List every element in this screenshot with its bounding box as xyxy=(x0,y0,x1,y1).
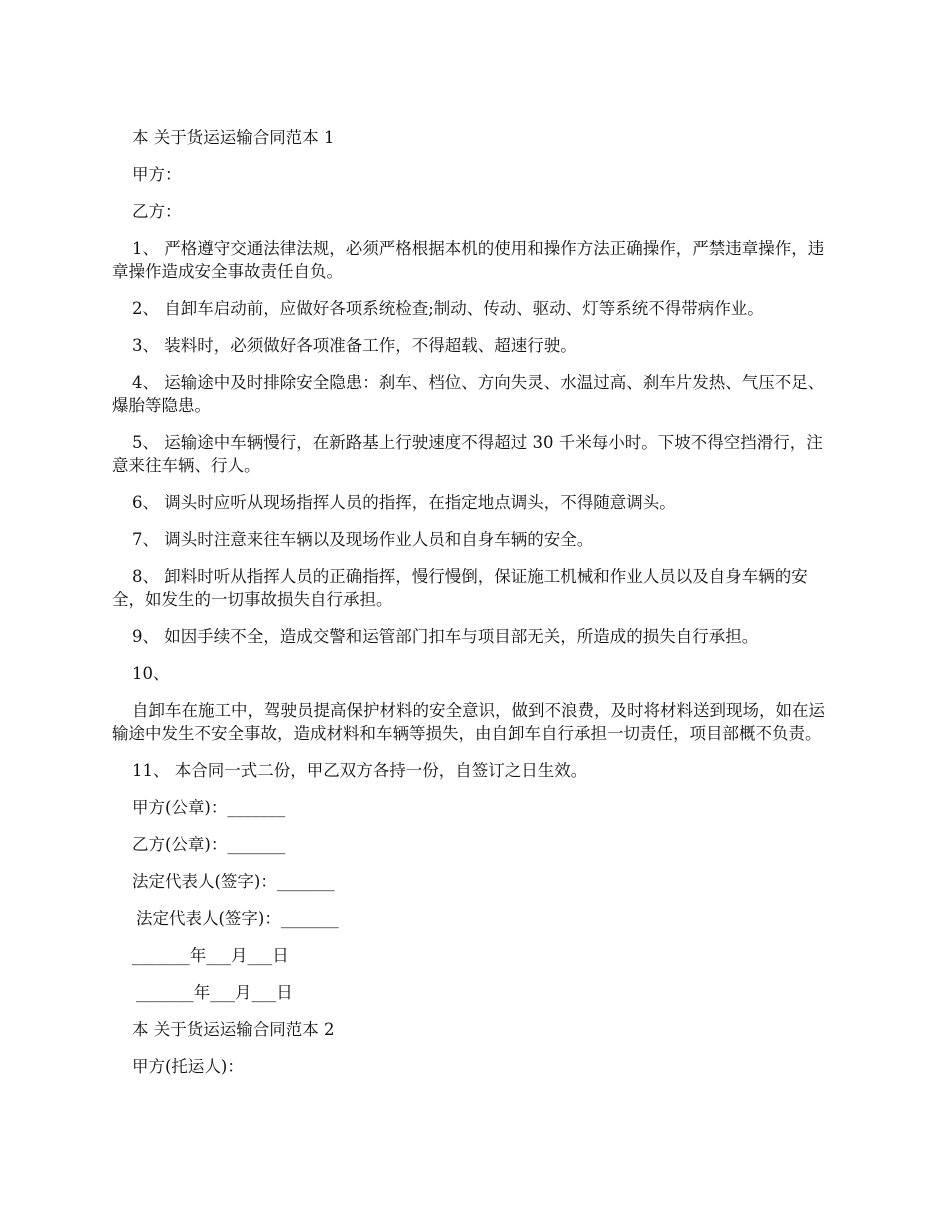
party-b-seal: 乙方(公章)：_______ xyxy=(132,835,286,854)
contract-title-1: 本 关于货运运输合同范本 1 xyxy=(132,128,335,147)
party-b-line: 乙方： xyxy=(132,202,182,221)
clause-7: 7、 调头时注意来往车辆以及现场作业人员和自身车辆的安全。 xyxy=(132,530,594,549)
clause-2: 2、 自卸车启动前，应做好各项系统检查;制动、传动、驱动、灯等系统不得带病作业。 xyxy=(132,299,764,318)
date-line-a: _______年___月___日 xyxy=(132,946,289,965)
clause-9: 9、 如因手续不全，造成交警和运管部门扣车与项目部无关，所造成的损失自行承担。 xyxy=(132,627,759,646)
date-line-b: _______年___月___日 xyxy=(136,983,293,1002)
legal-representative-b: 法定代表人(签字)：_______ xyxy=(136,909,339,928)
clause-8: 8、 卸料时听从指挥人员的正确指挥，慢行慢倒，保证施工机械和作业人员以及自身车辆的安全，如发生的一切事故损失自行承担。 xyxy=(112,567,808,609)
clause-10-number: 10、 xyxy=(132,664,170,683)
party-a-seal: 甲方(公章)：_______ xyxy=(132,798,286,817)
legal-representative-a: 法定代表人(签字)：_______ xyxy=(132,872,335,891)
document-body xyxy=(112,126,837,1092)
party-a-line: 甲方： xyxy=(132,165,182,184)
shipper-line: 甲方(托运人)： xyxy=(132,1057,244,1076)
clause-10-text: 自卸车在施工中，驾驶员提高保护材料的安全意识，做到不浪费，及时将材料送到现场，如在运输途中发生不安全事故，造成材料和车辆等损失，由自卸车自行承担一切责任，项目部概不负责。 xyxy=(112,701,825,743)
clause-6: 6、 调头时应听从现场指挥人员的指挥，在指定地点调头，不得随意调头。 xyxy=(132,493,676,512)
clause-11: 11、 本合同一式二份，甲乙双方各持一份，自签订之日生效。 xyxy=(132,761,588,780)
clause-1: 1、 严格遵守交通法律法规，必须严格根据本机的使用和操作方法正确操作，严禁违章操作，违章操作造成安全事故责任自负。 xyxy=(112,239,825,281)
clause-4: 4、 运输途中及时排除安全隐患：刹车、档位、方向失灵、水温过高、刹车片发热、气压不足、爆胎等隐患。 xyxy=(112,373,825,415)
clause-5: 5、 运输途中车辆慢行，在新路基上行驶速度不得超过 30 千米每小时。下坡不得空挡滑行，注意来往车辆、行人。 xyxy=(112,433,823,475)
clause-3: 3、 装料时，必须做好各项准备工作，不得超载、超速行驶。 xyxy=(132,336,577,355)
contract-title-2: 本 关于货运运输合同范本 2 xyxy=(132,1020,335,1039)
